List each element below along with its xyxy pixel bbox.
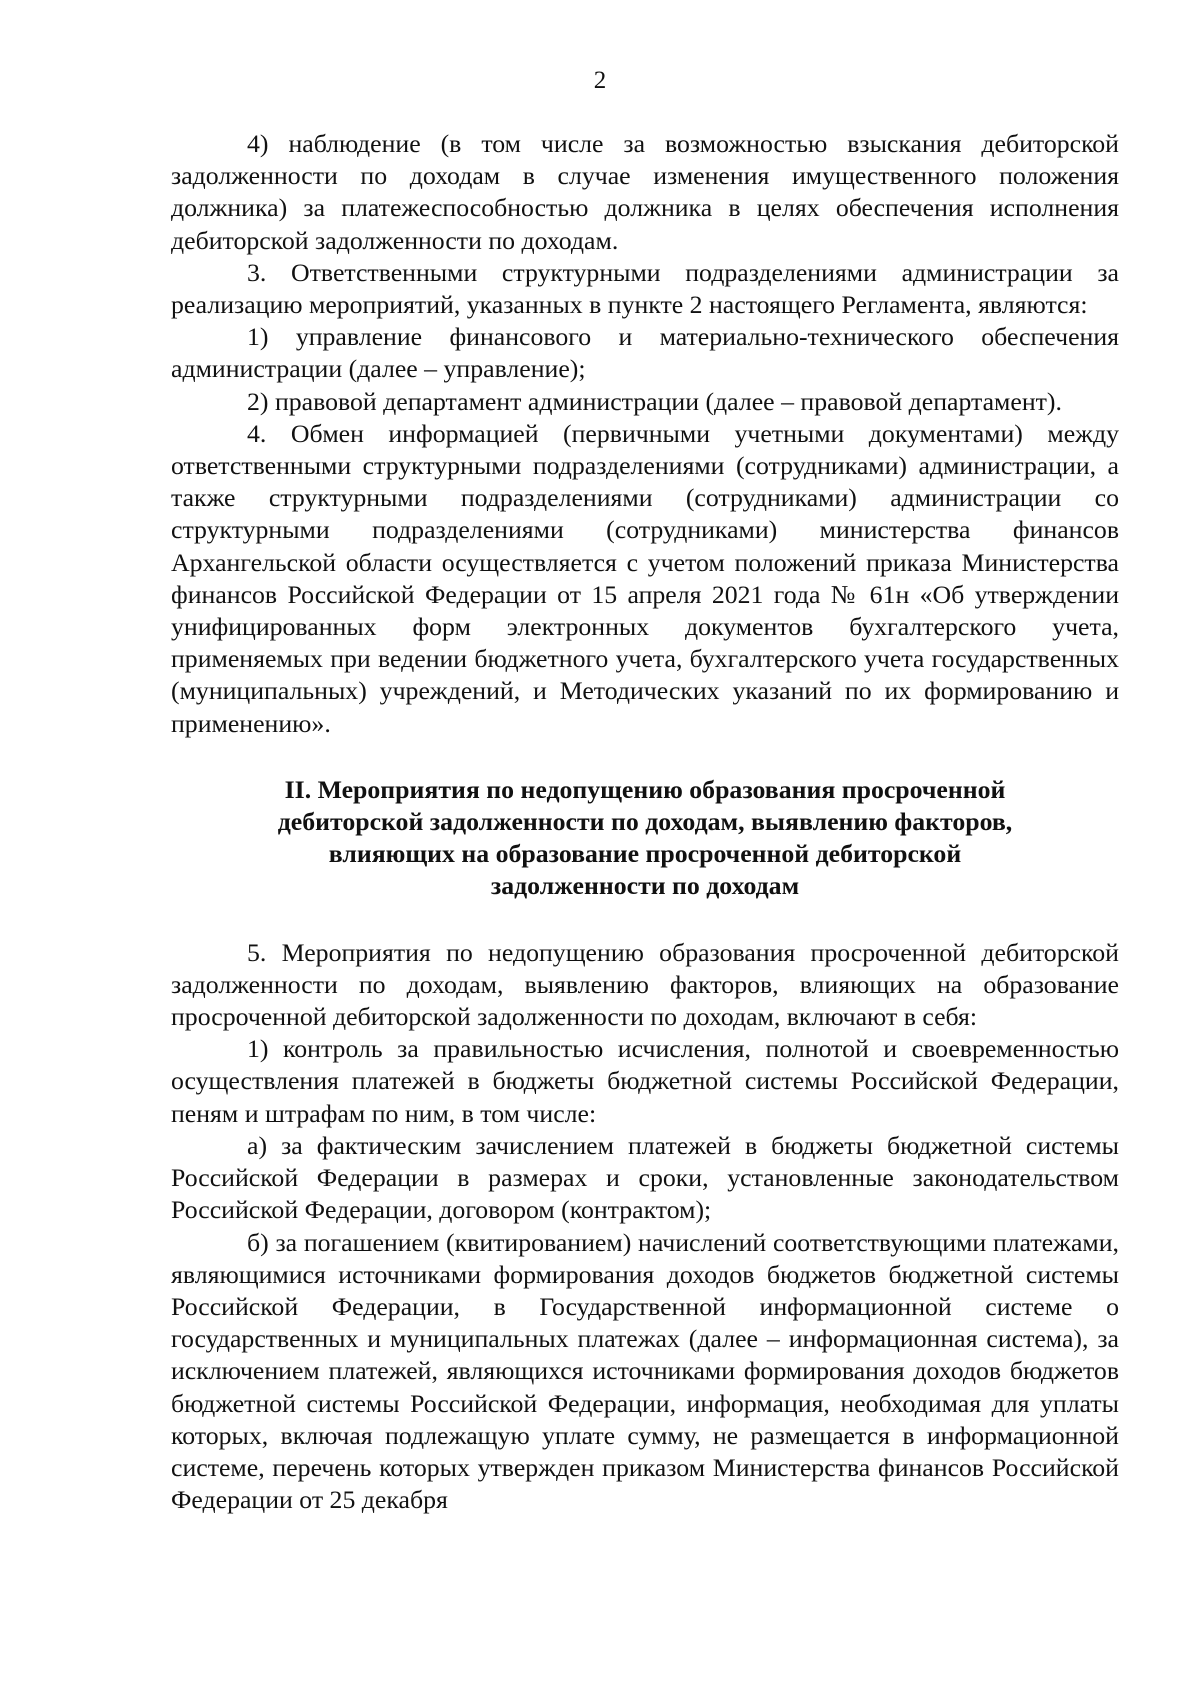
paragraph-item-1-payment-control: 1) контроль за правильностью исчисления, полнотой и своевременностью осуществления платежей в бюджеты бюджетной системы Российской Федерации, пеням и штрафам по ним, в том числе: <box>171 1034 1119 1128</box>
section-heading-line: II. Мероприятия по недопущению образования просроченной <box>284 774 1006 804</box>
section-heading-line: дебиторской задолженности по доходам, выявлению факторов, <box>277 807 1013 837</box>
paragraph-4-information-exchange: 4. Обмен информацией (первичными учетными документами) между ответственными структурными подразделениями (сотрудниками) администрации, а также структурными подразделениями (сотрудниками) администрации со структурными подразделениями (сотрудниками) министерства финансов Архангельской области осуществляется с учетом положений приказа Министерства финансов Российской Федерации от 15 апреля 2021 года № 61н «Об утверждении унифицированных форм электронных документов бухгалтерского учета, применяемых при ведении бюджетного учета, бухгалтерского учета государственных (муниципальных) учреждений, и Методических указаний по их формированию и применению». <box>171 418 1119 738</box>
section-heading <box>171 774 1119 903</box>
section-heading-line: влияющих на образование просроченной дебиторской <box>328 839 962 869</box>
paragraph-item-a-actual-crediting: а) за фактическим зачислением платежей в бюджеты бюджетной системы Российской Федерации в размерах и сроки, установленные законодательством Российской Федерации, договором (контрактом); <box>171 1130 1119 1225</box>
paragraph-5-measures: 5. Мероприятия по недопущению образования просроченной дебиторской задолженности по доходам, выявлению факторов, влияющих на образование просроченной дебиторской задолженности по доходам, включают в себя: <box>171 937 1119 1032</box>
paragraph-3-responsible-units: 3. Ответственными структурными подразделениями администрации за реализацию мероприятий, указанных в пункте 2 настоящего Регламента, являются: <box>171 257 1119 320</box>
paragraph-item-b-reconciliation: б) за погашением (квитированием) начислений соответствующими платежами, являющимися источниками формирования доходов бюджетов бюджетной системы Российской Федерации, в Государственной информационной системе о государственных и муниципальных платежах (далее – информационная система), за исключением платежей, являющихся источниками формирования доходов бюджетов бюджетной системы Российской Федерации, информация, необходимая для уплаты которых, включая подлежащую уплате сумму, не размещается в информационной системе, перечень которых утвержден приказом Министерства финансов Российской Федерации от 25 декабря <box>171 1227 1119 1515</box>
paragraph-item-1-finance-department: 1) управление финансового и материально-технического обеспечения администрации (далее – управление); <box>171 322 1119 384</box>
document-body <box>171 128 1119 1516</box>
page-number: 2 <box>593 67 607 94</box>
paragraph-item-2-legal-department: 2) правовой департамент администрации (далее – правовой департамент). <box>247 386 1062 416</box>
paragraph-item-4-monitoring: 4) наблюдение (в том числе за возможностью взыскания дебиторской задолженности по доходам в случае изменения имущественного положения должника) за платежеспособностью должника в целях обеспечения исполнения дебиторской задолженности по доходам. <box>171 129 1119 255</box>
section-heading-line: задолженности по доходам <box>490 871 800 901</box>
